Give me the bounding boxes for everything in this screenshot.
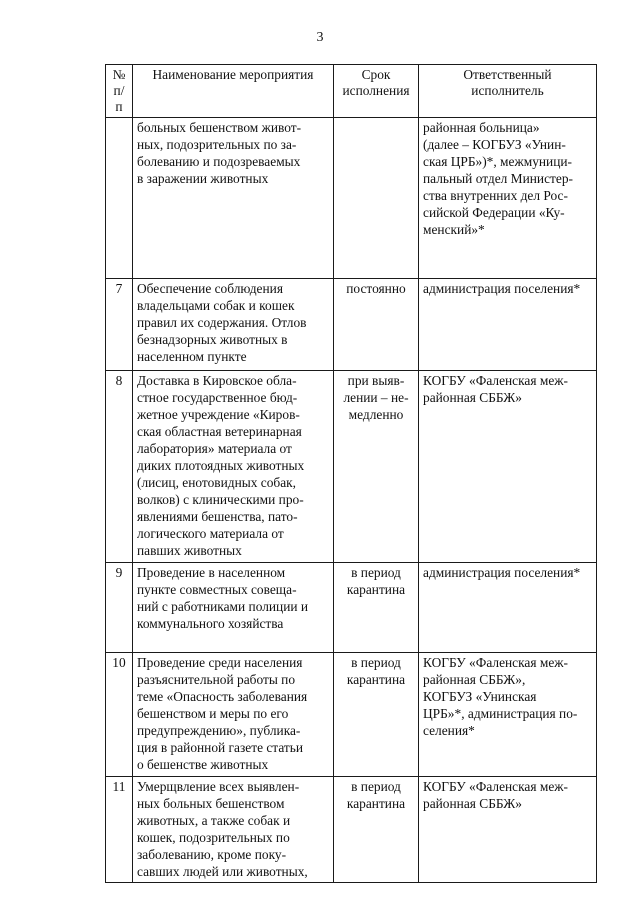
- table-row: [106, 371, 597, 563]
- table-header-row: [106, 65, 597, 118]
- table-row: [106, 777, 597, 883]
- measures-table: [105, 64, 597, 883]
- row-term-cell: в период карантина: [334, 777, 419, 883]
- table-row: [106, 563, 597, 653]
- row-executor-cell: районная больница» (далее – КОГБУЗ «Унин- ская ЦРБ»)*, межмуници- пальный отдел Министер- ства внутренних дел Рос- сийской Федерации «Ку- менский»*: [419, 118, 597, 279]
- row-name-cell: Обеспечение соблюдения владельцами собак и кошек правил их содержания. Отлов безнадзорных животных в населенном пункте: [133, 279, 334, 371]
- row-name-cell: Проведение среди населения разъяснительной работы по теме «Опасность заболевания бешенством и меры по его предупреждению», публика- ция в районной газете статьи о бешенстве животных: [133, 653, 334, 777]
- row-executor-cell: КОГБУ «Фаленская меж- районная СББЖ»: [419, 371, 597, 563]
- header-term: Срок исполнения: [334, 65, 419, 118]
- page-number: 3: [316, 30, 324, 45]
- row-name-cell: больных бешенством живот- ных, подозрительных по за- болеванию и подозреваемых в заражении животных: [133, 118, 334, 279]
- row-name-cell: Умерщвление всех выявлен- ных больных бешенством животных, а также собак и кошек, подозрительных по заболеванию, кроме поку- савших людей или животных,: [133, 777, 334, 883]
- row-num-cell: 8: [106, 371, 133, 563]
- row-num-cell: 7: [106, 279, 133, 371]
- row-num-cell: 11: [106, 777, 133, 883]
- row-executor-cell: КОГБУ «Фаленская меж- районная СББЖ», КОГБУЗ «Унинская ЦРБ»*, администрация по- селения*: [419, 653, 597, 777]
- row-num-cell: [106, 118, 133, 279]
- row-num-cell: 10: [106, 653, 133, 777]
- header-name: Наименование мероприятия: [133, 65, 334, 118]
- row-num-cell: 9: [106, 563, 133, 653]
- header-executor: Ответственный исполнитель: [419, 65, 597, 118]
- row-term-cell: [334, 118, 419, 279]
- row-term-cell: в период карантина: [334, 563, 419, 653]
- row-name-cell: Проведение в населенном пункте совместных совеща- ний с работниками полиции и коммунального хозяйства: [133, 563, 334, 653]
- header-num: № п/п: [106, 65, 133, 118]
- row-executor-cell: администрация поселения*: [419, 279, 597, 371]
- table-row: [106, 279, 597, 371]
- row-term-cell: в период карантина: [334, 653, 419, 777]
- table-row: [106, 653, 597, 777]
- table-row: [106, 118, 597, 279]
- row-name-cell: Доставка в Кировское обла- стное государственное бюд- жетное учреждение «Киров- ская областная ветеринарная лаборатория» материала от диких плотоядных животных (лисиц, енотовидных собак, волков) с клиническими про- явлениями бешенства, пато- логического материала от павших животных: [133, 371, 334, 563]
- row-executor-cell: КОГБУ «Фаленская меж- районная СББЖ»: [419, 777, 597, 883]
- row-term-cell: при выяв- лении – не- медленно: [334, 371, 419, 563]
- row-executor-cell: администрация поселения*: [419, 563, 597, 653]
- row-term-cell: постоянно: [334, 279, 419, 371]
